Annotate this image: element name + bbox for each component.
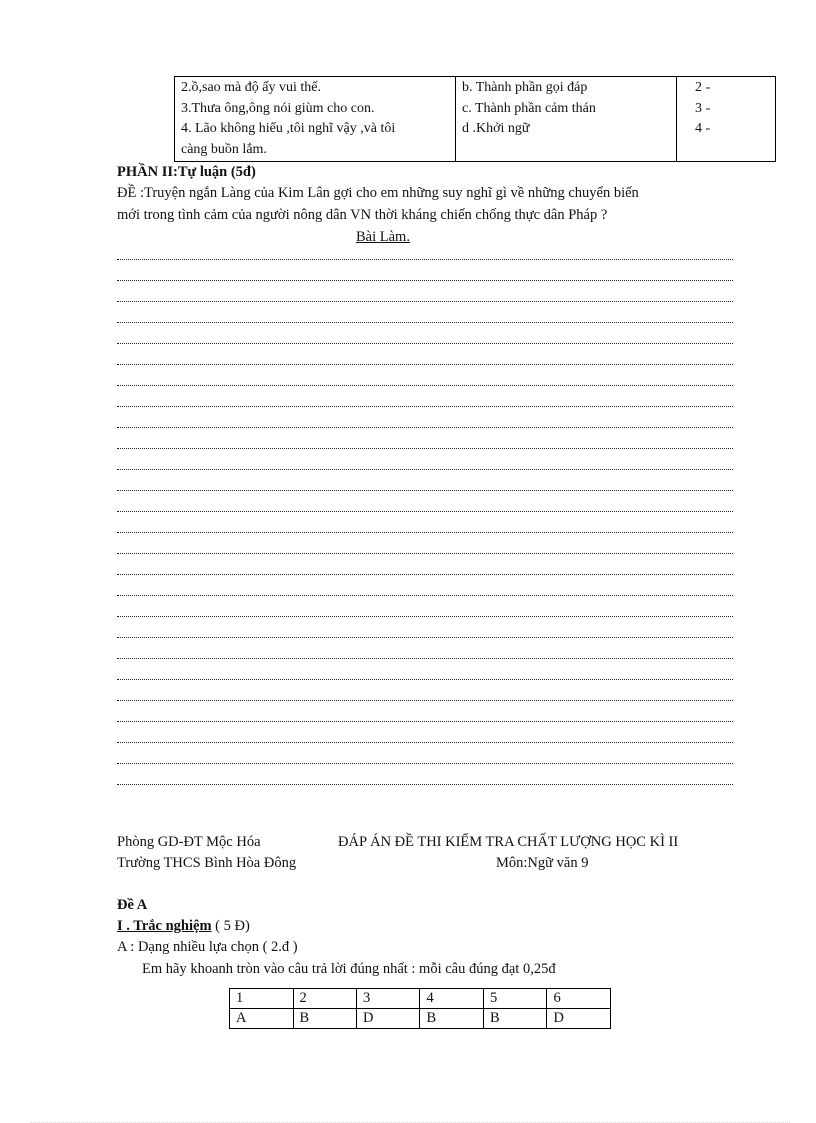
writing-line [117,742,733,743]
match-right-cell [677,77,776,162]
section1-heading [117,918,250,935]
answer-cell: D [356,1009,420,1029]
answer-cell: B [483,1009,546,1029]
match-middle-cell [456,77,677,162]
question-number-cell: 4 [420,989,483,1009]
question-number-cell: 1 [230,989,294,1009]
section1-points: ( 5 Đ) [211,918,250,934]
writing-line [117,763,733,764]
writing-line [117,784,733,785]
writing-line [117,343,733,344]
bai-lam-heading: Bài Làm. [356,229,410,245]
match-left-item: 3.Thưa ông,ông nói giùm cho con. [181,100,375,116]
writing-line [117,406,733,407]
match-left-item: 2.ồ,sao mà độ ấy vui thế. [181,80,321,95]
match-right-item: 3 - [695,100,711,116]
writing-line [117,427,733,428]
question-number-cell: 3 [356,989,420,1009]
match-left-cell [175,77,456,162]
match-middle-item: b. Thành phần gọi đáp [462,80,588,95]
match-left-item: càng buồn lắm. [181,141,267,157]
table-row [230,989,611,1009]
writing-line [117,322,733,323]
writing-line [117,700,733,701]
writing-line [117,448,733,449]
school-name: Trường THCS Bình Hòa Đông [117,855,297,871]
match-right-item: 2 - [695,80,711,95]
exam-version: Đề A [117,897,148,913]
match-middle-item: d .Khởi ngữ [462,121,530,136]
writing-line [117,364,733,365]
answer-cell: D [547,1009,611,1029]
match-left-item: 4. Lão không hiểu ,tôi nghĩ vậy ,và tôi [181,121,396,136]
essay-prompt-line-2: mới trong tình cảm của người nông dân VN thời kháng chiến chống thực dân Pháp ? [117,207,608,223]
writing-line [117,280,733,281]
writing-line [117,532,733,533]
subject-label: Môn:Ngữ văn 9 [496,855,589,871]
match-right-item: 4 - [695,121,711,136]
writing-line [117,469,733,470]
department-name: Phòng GD-ĐT Mộc Hóa [117,834,261,850]
answer-table [229,988,611,1029]
question-number-cell: 6 [547,989,611,1009]
answer-cell: B [293,1009,356,1029]
writing-line [117,490,733,491]
writing-line [117,679,733,680]
answer-cell: A [230,1009,294,1029]
matching-table [174,76,776,162]
writing-line [117,574,733,575]
writing-line [117,658,733,659]
writing-line [117,553,733,554]
question-number-cell: 5 [483,989,546,1009]
question-number-cell: 2 [293,989,356,1009]
match-middle-item: c. Thành phần cảm thán [462,100,596,116]
writing-line [117,511,733,512]
essay-prompt-line-1: ĐỀ :Truyện ngắn Làng của Kim Lân gợi cho em những suy nghĩ gì về những chuyển biến [117,185,639,201]
part-a-label: A : Dạng nhiều lựa chọn ( 2.đ ) [117,939,298,955]
table-row [175,77,776,162]
writing-line [117,385,733,386]
writing-line [117,595,733,596]
part2-heading: PHẦN II:Tự luận (5đ) [117,164,256,180]
writing-line [117,637,733,638]
section1-title: I . Trắc nghiệm [117,918,212,934]
writing-line [117,259,733,260]
writing-line [117,616,733,617]
instruction-text: Em hãy khoanh tròn vào câu trả lời đúng nhất : mỗi câu đúng đạt 0,25đ [142,961,556,977]
answer-key-title: ĐÁP ÁN ĐỀ THI KIỂM TRA CHẤT LƯỢNG HỌC KÌ II [338,834,679,850]
answer-cell: B [420,1009,483,1029]
table-row [230,1009,611,1029]
writing-line [117,721,733,722]
writing-line [117,301,733,302]
